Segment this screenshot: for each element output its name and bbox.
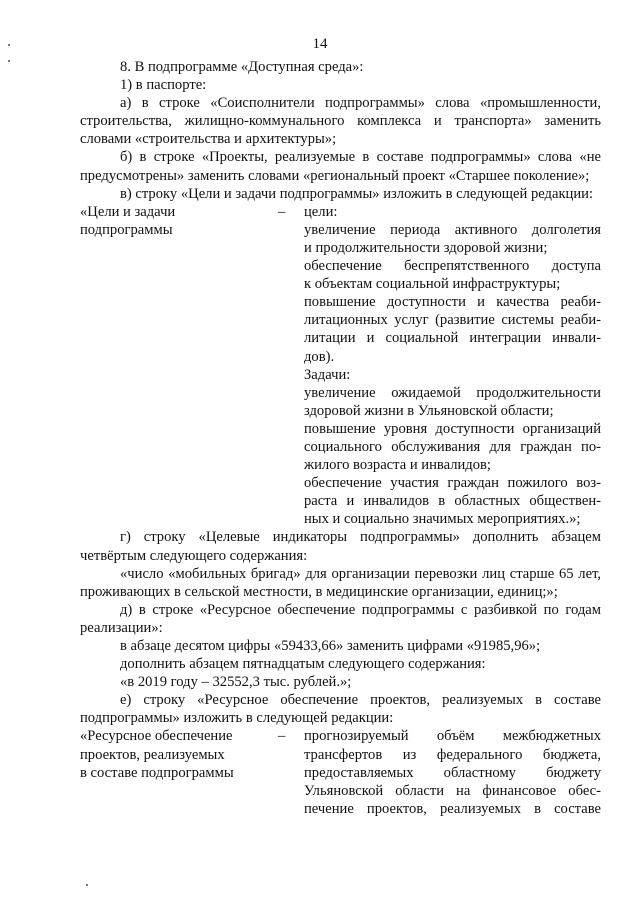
table-line: повышение уровня доступности организаций [304,420,601,437]
table-line: Задачи: [304,366,351,383]
paragraph-g: г) строку «Целевые индикаторы подпрограммы» дополнить абзацем четвёртым следующего содержания: [80,529,601,564]
page-number: 14 [312,36,328,52]
table-line: к объектам социальной инфраструктуры; [304,276,561,293]
table-line: литационных услуг (развитие системы реаби- [304,312,601,329]
paragraph-a: а) в строке «Соисполнители подпрограммы» слова «промышленности, строительства, жилищно-коммунального комплекса и транспорта» заменить словами «строительства и архитектуры»; [80,95,601,148]
paragraph-e: е) строку «Ресурсное обеспечение проектов, реализуемых в составе подпрограммы» изложить в следующей редакции: [80,692,601,727]
table-line: литации и социальной интеграции инвали- [304,330,601,347]
table-resources [80,727,601,817]
table-cell-text: «Ресурсное обеспечение [80,728,233,745]
paragraph-d-3: «в 2019 году – 32552,3 тыс. рублей.»; [120,674,352,691]
table-line: раста и инвалидов в областных обществен- [304,493,601,510]
table-line: социального обслуживания для граждан по- [304,438,601,455]
paragraph-1: 1) в паспорте: [120,77,207,94]
table-line: предоставляемых областному бюджету [304,764,601,781]
table-line: трансфертов из федерального бюджета, [304,746,601,763]
table-goals-left [80,203,278,529]
paragraph-d: д) в строке «Ресурсное обеспечение подпрограммы с разбивкой по годам реализации»: [80,601,601,636]
table-resources-left [80,727,278,817]
table-line: жилого возраста и инвалидов; [304,457,491,474]
table-line: дов). [304,348,335,365]
table-cell-text: подпрограммы [80,221,173,238]
table-line: цели: [304,203,338,220]
scan-artifact [86,884,88,886]
table-resources-right [304,727,601,817]
section-heading: 8. В подпрограмме «Доступная среда»: [120,59,364,75]
document-body [80,58,601,818]
table-line: обеспечение участия граждан пожилого воз- [304,475,601,492]
table-line: обеспечение беспрепятственного доступа [304,258,601,275]
table-dash: – [278,203,286,220]
table-line: печение проектов, реализуемых в составе [304,800,601,817]
table-cell-text: в составе подпрограммы [80,764,234,781]
table-goals-right [304,203,601,529]
table-goals [80,203,601,529]
table-line: Ульяновской области на финансовое обес- [304,782,601,799]
table-line: увеличение периода активного долголетия [304,221,601,238]
paragraph-b: б) в строке «Проекты, реализуемые в составе подпрограммы» слова «не предусмотрены» заменить словами «региональный проект «Старшее поколение»; [80,149,601,184]
table-cell-text: проектов, реализуемых [80,746,225,763]
table-line: прогнозируемый объём межбюджетных [304,728,601,745]
table-dash: – [278,728,286,745]
paragraph-v: в) строку «Цели и задачи подпрограммы» изложить в следующей редакции: [120,185,594,202]
paragraph-d-1: в абзаце десятом цифры «59433,66» заменить цифрами «91985,96»; [120,638,541,654]
paragraph-g-quote: «число «мобильных бригад» для организации перевозки лиц старше 65 лет, проживающих в сельской местности, в медицинские организации, единиц;»; [80,565,601,600]
table-line: повышение доступности и качества реаби- [304,294,601,311]
table-line: ных и социально значимых мероприятиях.»; [304,511,581,528]
table-line: здоровой жизни в Ульяновской области; [304,402,554,419]
table-line: увеличение ожидаемой продолжительности [304,384,601,401]
scan-artifact [8,60,10,62]
table-line: и продолжительности здоровой жизни; [304,239,548,256]
paragraph-d-2: дополнить абзацем пятнадцатым следующего содержания: [120,656,486,673]
table-cell-text: «Цели и задачи [80,203,176,220]
